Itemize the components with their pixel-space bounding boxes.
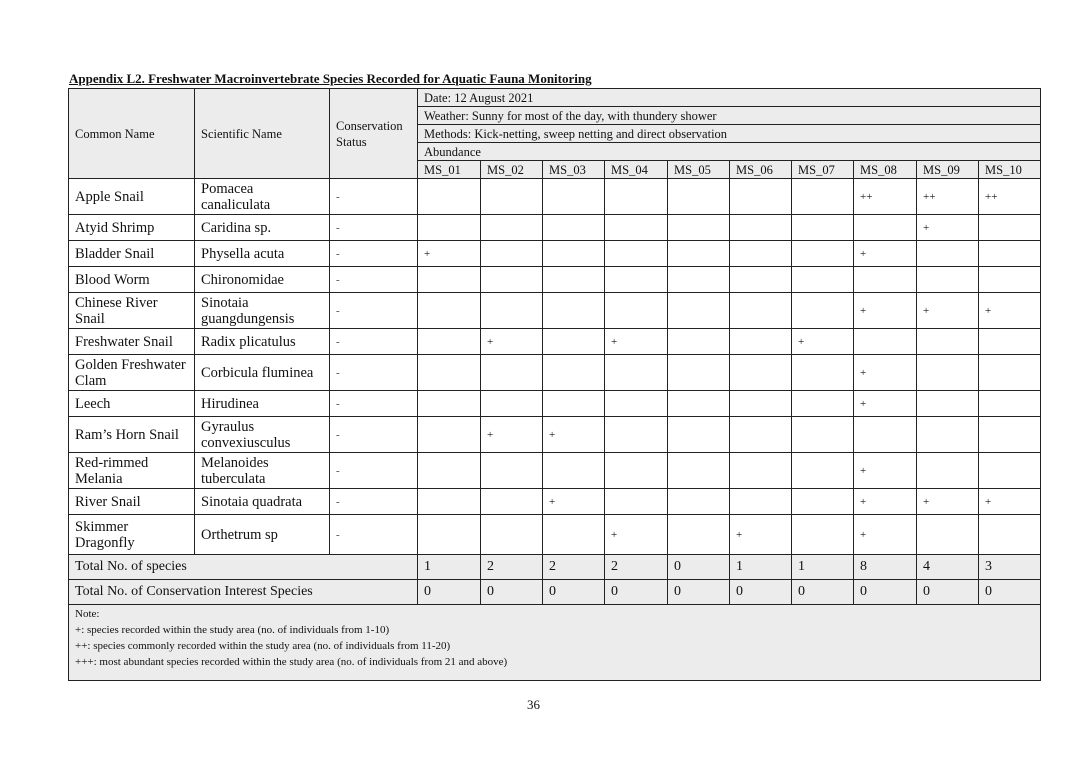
abundance-cell: +: [605, 515, 668, 555]
common-name-cell: Red-rimmed Melania: [69, 453, 195, 489]
header-weather: Weather: Sunny for most of the day, with thundery shower: [418, 107, 1041, 125]
table-row: [69, 515, 1041, 555]
abundance-cell: [917, 267, 979, 293]
header-scientific-name: Scientific Name: [195, 89, 330, 179]
abundance-cell: [481, 489, 543, 515]
species-table: [68, 88, 1041, 681]
notes-row: [69, 605, 1041, 681]
abundance-cell: [668, 489, 730, 515]
abundance-cell: [792, 391, 854, 417]
station-header-cell: MS_09: [917, 161, 979, 179]
station-header-cell: MS_01: [418, 161, 481, 179]
abundance-cell: +: [917, 489, 979, 515]
abundance-cell: [979, 215, 1041, 241]
abundance-cell: [605, 215, 668, 241]
abundance-cell: +: [605, 329, 668, 355]
header-date: Date: 12 August 2021: [418, 89, 1041, 107]
abundance-cell: [481, 355, 543, 391]
abundance-cell: [917, 329, 979, 355]
notes-cell: [69, 605, 1041, 681]
abundance-cell: [605, 489, 668, 515]
abundance-cell: [481, 241, 543, 267]
appendix-title: Appendix L2. Freshwater Macroinvertebrate Species Recorded for Aquatic Fauna Monitoring: [69, 71, 592, 86]
conservation-status-cell: -: [330, 215, 418, 241]
abundance-cell: [543, 215, 605, 241]
table-row: [69, 391, 1041, 417]
conservation-status-cell: -: [330, 515, 418, 555]
station-header-cell: MS_02: [481, 161, 543, 179]
table-body: [69, 89, 1041, 681]
abundance-cell: [481, 515, 543, 555]
total-value-cell: 8: [854, 555, 917, 580]
abundance-cell: [668, 215, 730, 241]
abundance-cell: [730, 453, 792, 489]
abundance-cell: +: [854, 391, 917, 417]
abundance-cell: +: [854, 293, 917, 329]
abundance-cell: [917, 241, 979, 267]
abundance-cell: [668, 293, 730, 329]
conservation-status-cell: -: [330, 329, 418, 355]
abundance-cell: [668, 267, 730, 293]
common-name-cell: Bladder Snail: [69, 241, 195, 267]
table-row: [69, 417, 1041, 453]
abundance-cell: [854, 267, 917, 293]
abundance-cell: +: [481, 417, 543, 453]
abundance-cell: [979, 241, 1041, 267]
abundance-cell: +: [917, 215, 979, 241]
abundance-cell: [730, 293, 792, 329]
abundance-cell: +: [979, 293, 1041, 329]
abundance-cell: [543, 391, 605, 417]
abundance-cell: [418, 179, 481, 215]
total-value-cell: 4: [917, 555, 979, 580]
common-name-cell: Leech: [69, 391, 195, 417]
abundance-cell: [730, 215, 792, 241]
station-header-cell: MS_06: [730, 161, 792, 179]
abundance-cell: [792, 267, 854, 293]
total-value-cell: 0: [917, 580, 979, 605]
abundance-cell: [668, 417, 730, 453]
conservation-status-cell: -: [330, 417, 418, 453]
scientific-name-cell: Sinotaia quadrata: [195, 489, 330, 515]
abundance-cell: [605, 293, 668, 329]
abundance-cell: [481, 293, 543, 329]
abundance-cell: [730, 417, 792, 453]
total-value-cell: 1: [792, 555, 854, 580]
total-value-cell: 0: [418, 580, 481, 605]
common-name-cell: Apple Snail: [69, 179, 195, 215]
abundance-cell: [605, 241, 668, 267]
table-row: [69, 267, 1041, 293]
total-value-cell: 1: [418, 555, 481, 580]
table-row: [69, 293, 1041, 329]
abundance-cell: [792, 179, 854, 215]
scientific-name-cell: Sinotaia guangdungensis: [195, 293, 330, 329]
abundance-cell: +: [854, 489, 917, 515]
abundance-cell: [792, 453, 854, 489]
note-line: ++: species commonly recorded within the study area (no. of individuals from 11-20): [75, 640, 451, 652]
abundance-cell: [668, 355, 730, 391]
table-row: [69, 489, 1041, 515]
total-value-cell: 0: [730, 580, 792, 605]
abundance-cell: [668, 391, 730, 417]
station-header-cell: MS_07: [792, 161, 854, 179]
header-abundance: Abundance: [418, 143, 1041, 161]
abundance-cell: [605, 179, 668, 215]
abundance-cell: [605, 417, 668, 453]
total-value-cell: 0: [543, 580, 605, 605]
abundance-cell: [418, 453, 481, 489]
scientific-name-cell: Hirudinea: [195, 391, 330, 417]
scientific-name-cell: Chironomidae: [195, 267, 330, 293]
conservation-status-cell: -: [330, 267, 418, 293]
abundance-cell: +: [979, 489, 1041, 515]
station-header-cell: MS_03: [543, 161, 605, 179]
common-name-cell: Skimmer Dragonfly: [69, 515, 195, 555]
scientific-name-cell: Corbicula fluminea: [195, 355, 330, 391]
abundance-cell: [668, 515, 730, 555]
header-common-name: Common Name: [69, 89, 195, 179]
abundance-cell: [418, 293, 481, 329]
abundance-cell: [917, 391, 979, 417]
abundance-cell: [481, 215, 543, 241]
abundance-cell: [792, 355, 854, 391]
total-label: Total No. of species: [69, 555, 418, 580]
abundance-cell: ++: [917, 179, 979, 215]
total-value-cell: 2: [543, 555, 605, 580]
abundance-cell: [979, 417, 1041, 453]
abundance-cell: [792, 293, 854, 329]
abundance-cell: [668, 179, 730, 215]
abundance-cell: +: [792, 329, 854, 355]
scientific-name-cell: Physella acuta: [195, 241, 330, 267]
table-row: [69, 453, 1041, 489]
abundance-cell: [605, 391, 668, 417]
abundance-cell: [481, 391, 543, 417]
note-line: +: species recorded within the study area (no. of individuals from 1-10): [75, 624, 390, 636]
abundance-cell: +: [854, 453, 917, 489]
abundance-cell: [730, 329, 792, 355]
abundance-cell: +: [543, 489, 605, 515]
abundance-cell: [792, 417, 854, 453]
abundance-cell: [418, 417, 481, 453]
common-name-cell: Freshwater Snail: [69, 329, 195, 355]
abundance-cell: ++: [854, 179, 917, 215]
abundance-cell: +: [854, 241, 917, 267]
common-name-cell: Chinese River Snail: [69, 293, 195, 329]
abundance-cell: [418, 329, 481, 355]
abundance-cell: [605, 453, 668, 489]
abundance-cell: ++: [979, 179, 1041, 215]
abundance-cell: [730, 241, 792, 267]
abundance-cell: [979, 391, 1041, 417]
abundance-cell: +: [543, 417, 605, 453]
abundance-cell: +: [854, 515, 917, 555]
abundance-cell: [979, 515, 1041, 555]
station-header-cell: MS_10: [979, 161, 1041, 179]
abundance-cell: [917, 355, 979, 391]
abundance-cell: [418, 515, 481, 555]
abundance-cell: [543, 179, 605, 215]
abundance-cell: [979, 355, 1041, 391]
total-value-cell: 0: [792, 580, 854, 605]
abundance-cell: [730, 179, 792, 215]
total-value-cell: 2: [481, 555, 543, 580]
abundance-cell: [418, 355, 481, 391]
abundance-cell: [917, 417, 979, 453]
abundance-cell: [792, 515, 854, 555]
abundance-cell: +: [730, 515, 792, 555]
conservation-status-cell: -: [330, 391, 418, 417]
table-row: [69, 179, 1041, 215]
total-value-cell: 1: [730, 555, 792, 580]
abundance-cell: [418, 489, 481, 515]
abundance-cell: [792, 241, 854, 267]
abundance-cell: +: [854, 355, 917, 391]
abundance-cell: [668, 453, 730, 489]
conservation-status-cell: -: [330, 179, 418, 215]
abundance-cell: [730, 391, 792, 417]
header-row-date: [69, 89, 1041, 107]
abundance-cell: [543, 355, 605, 391]
header-conservation-status: Conservation Status: [330, 89, 418, 179]
total-conservation-row: [69, 580, 1041, 605]
total-value-cell: 0: [979, 580, 1041, 605]
abundance-cell: +: [418, 241, 481, 267]
conservation-status-cell: -: [330, 453, 418, 489]
total-value-cell: 2: [605, 555, 668, 580]
abundance-cell: [418, 267, 481, 293]
abundance-cell: +: [481, 329, 543, 355]
common-name-cell: Atyid Shrimp: [69, 215, 195, 241]
abundance-cell: [979, 267, 1041, 293]
abundance-cell: [605, 355, 668, 391]
common-name-cell: Blood Worm: [69, 267, 195, 293]
note-line: Note:: [75, 608, 100, 620]
total-value-cell: 0: [605, 580, 668, 605]
common-name-cell: River Snail: [69, 489, 195, 515]
abundance-cell: [730, 267, 792, 293]
abundance-cell: [979, 329, 1041, 355]
common-name-cell: Ram’s Horn Snail: [69, 417, 195, 453]
scientific-name-cell: Caridina sp.: [195, 215, 330, 241]
abundance-cell: [543, 329, 605, 355]
abundance-cell: +: [917, 293, 979, 329]
total-label: Total No. of Conservation Interest Species: [69, 580, 418, 605]
conservation-status-cell: -: [330, 293, 418, 329]
abundance-cell: [792, 489, 854, 515]
abundance-cell: [917, 515, 979, 555]
header-methods: Methods: Kick-netting, sweep netting and direct observation: [418, 125, 1041, 143]
abundance-cell: [854, 417, 917, 453]
conservation-status-cell: -: [330, 355, 418, 391]
abundance-cell: [543, 515, 605, 555]
total-value-cell: 3: [979, 555, 1041, 580]
total-value-cell: 0: [668, 555, 730, 580]
scientific-name-cell: Pomacea canaliculata: [195, 179, 330, 215]
conservation-status-cell: -: [330, 489, 418, 515]
total-value-cell: 0: [668, 580, 730, 605]
abundance-cell: [668, 329, 730, 355]
abundance-cell: [979, 453, 1041, 489]
total-species-row: [69, 555, 1041, 580]
abundance-cell: [730, 355, 792, 391]
abundance-cell: [854, 215, 917, 241]
common-name-cell: Golden Freshwater Clam: [69, 355, 195, 391]
total-value-cell: 0: [854, 580, 917, 605]
abundance-cell: [543, 453, 605, 489]
abundance-cell: [917, 453, 979, 489]
page-number: 36: [527, 697, 540, 712]
table-row: [69, 329, 1041, 355]
abundance-cell: [481, 453, 543, 489]
abundance-cell: [543, 267, 605, 293]
abundance-cell: [543, 293, 605, 329]
abundance-cell: [668, 241, 730, 267]
total-value-cell: 0: [481, 580, 543, 605]
station-header-cell: MS_04: [605, 161, 668, 179]
table-row: [69, 215, 1041, 241]
abundance-cell: [418, 391, 481, 417]
abundance-cell: [792, 215, 854, 241]
table-row: [69, 355, 1041, 391]
abundance-cell: [605, 267, 668, 293]
scientific-name-cell: Gyraulus convexiusculus: [195, 417, 330, 453]
abundance-cell: [730, 489, 792, 515]
scientific-name-cell: Radix plicatulus: [195, 329, 330, 355]
abundance-cell: [481, 267, 543, 293]
abundance-cell: [418, 215, 481, 241]
scientific-name-cell: Orthetrum sp: [195, 515, 330, 555]
abundance-cell: [543, 241, 605, 267]
scientific-name-cell: Melanoides tuberculata: [195, 453, 330, 489]
note-line: +++: most abundant species recorded within the study area (no. of individuals from 21 and above): [75, 656, 508, 668]
conservation-status-cell: -: [330, 241, 418, 267]
abundance-cell: [481, 179, 543, 215]
table-row: [69, 241, 1041, 267]
abundance-cell: [854, 329, 917, 355]
station-header-cell: MS_05: [668, 161, 730, 179]
station-header-cell: MS_08: [854, 161, 917, 179]
